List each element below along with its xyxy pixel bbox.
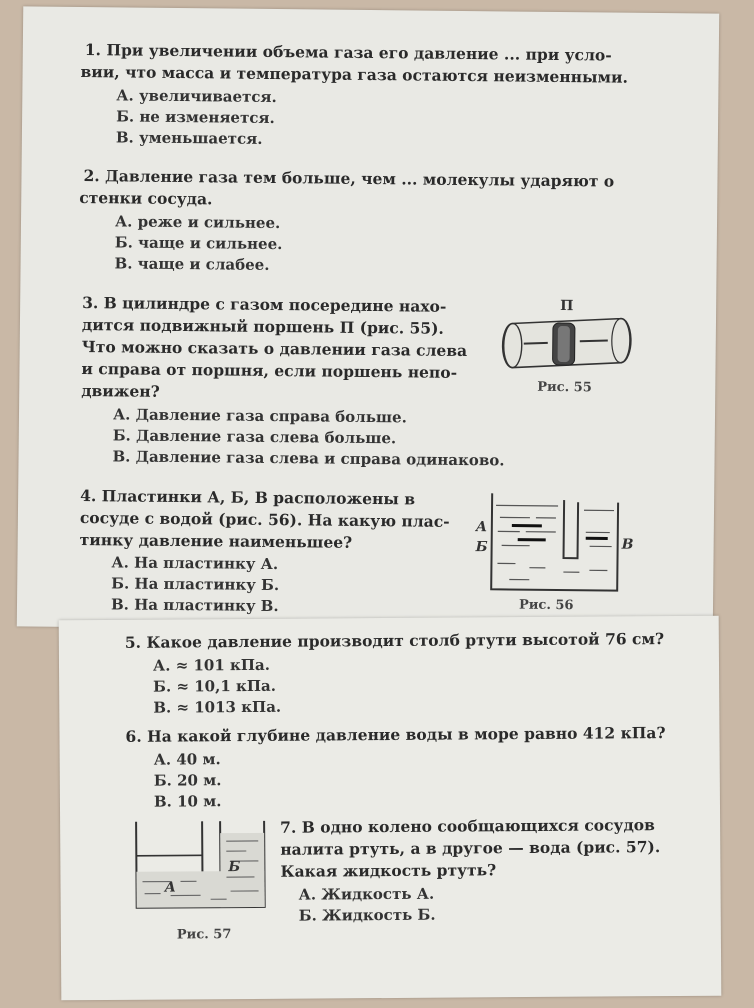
question-3-line-5: движен? xyxy=(81,381,160,401)
figure-57-caption: Рис. 57 xyxy=(176,927,232,943)
figure-57-label-b: Б xyxy=(228,859,241,876)
figure-57-label-a: А xyxy=(164,879,177,896)
figure-55-piston-label: П xyxy=(560,298,574,315)
question-1-option-a: А. увеличивается. xyxy=(116,86,277,107)
question-4-options xyxy=(111,552,280,617)
question-6-option-c: В. 10 м. xyxy=(153,792,222,811)
question-2-option-c: В. чаще и слабее. xyxy=(114,254,270,274)
question-2-option-b: Б. чаще и сильнее. xyxy=(114,233,283,254)
question-1-line-2: вии, что масса и температура газа остаются неизменными. xyxy=(80,61,629,87)
question-3-option-a: А. Давление газа справа больше. xyxy=(112,405,407,427)
question-2 xyxy=(79,165,717,281)
question-2-option-a: А. реже и сильнее. xyxy=(114,212,281,233)
question-6-option-b: Б. 20 м. xyxy=(153,771,222,790)
worksheet-page-bottom xyxy=(59,616,722,1001)
question-1 xyxy=(80,39,719,155)
question-2-line-1: 2. Давление газа тем больше, чем ... молекулы ударяют о xyxy=(83,166,615,191)
question-4-line-1: 4. Пластинки А, Б, В расположены в xyxy=(80,485,416,509)
question-7-line-2: налита ртуть, а в другое — вода (рис. 57). xyxy=(280,837,661,859)
question-3 xyxy=(81,292,496,406)
question-5-option-c: В. ≈ 1013 кПа. xyxy=(153,697,282,717)
question-7-line-3: Какая жидкость ртуть? xyxy=(280,860,497,881)
question-4-option-c: В. На пластинку В. xyxy=(110,595,279,616)
question-3-line-3: Что можно сказать о давлении газа слева xyxy=(81,337,468,361)
question-3-line-2: дится подвижный поршень П (рис. 55). xyxy=(81,315,444,338)
question-4-line-2: сосуде с водой (рис. 56). На какую плас- xyxy=(79,507,450,531)
question-1-line-1: 1. При увеличении объема газа его давление ... при усло- xyxy=(84,40,612,65)
figure-55-caption: Рис. 55 xyxy=(537,379,592,396)
question-6 xyxy=(125,722,720,813)
figure-56-caption: Рис. 56 xyxy=(518,597,574,614)
question-7-option-a: А. Жидкость А. xyxy=(298,884,435,904)
question-3-options xyxy=(112,404,505,471)
question-2-line-2: стенки сосуда. xyxy=(79,187,213,209)
question-4 xyxy=(80,485,475,555)
question-1-option-c: В. уменьшается. xyxy=(115,128,263,148)
question-5 xyxy=(125,628,720,719)
question-1-option-b: Б. не изменяется. xyxy=(116,107,275,128)
question-3-line-1: 3. В цилиндре с газом посередине нахо- xyxy=(82,293,447,316)
question-4-line-3: тинку давление наименьшее? xyxy=(79,529,353,552)
question-5-line-1: 5. Какое давление производит столб ртути высотой 76 см? xyxy=(124,629,665,652)
worksheet-page-top xyxy=(17,6,719,633)
figure-55-cylinder xyxy=(497,313,638,374)
question-4-option-a: А. На пластинку А. xyxy=(111,553,279,574)
question-7-option-b: Б. Жидкость Б. xyxy=(298,905,436,925)
question-7 xyxy=(280,814,721,927)
figure-57-vessels xyxy=(130,819,271,920)
question-3-line-4: и справа от поршня, если поршень непо- xyxy=(81,359,458,382)
question-7-line-1: 7. В одно колено сообщающихся сосудов xyxy=(280,815,655,837)
question-3-option-c: В. Давление газа слева и справа одинаково. xyxy=(112,447,505,470)
figure-56-label-c: В xyxy=(621,536,634,553)
question-6-option-a: А. 40 м. xyxy=(153,750,221,769)
figure-56-vessel xyxy=(489,491,620,602)
question-5-option-a: А. ≈ 101 кПа. xyxy=(152,655,270,675)
figure-56-label-a: А xyxy=(475,519,488,536)
figure-56-label-b: Б xyxy=(475,539,488,556)
question-3-option-b: Б. Давление газа слева больше. xyxy=(112,426,397,448)
question-5-option-b: Б. ≈ 10,1 кПа. xyxy=(153,676,276,696)
question-4-option-b: Б. На пластинку Б. xyxy=(111,574,280,595)
question-6-line-1: 6. На какой глубине давление воды в море равно 412 кПа? xyxy=(125,723,666,746)
